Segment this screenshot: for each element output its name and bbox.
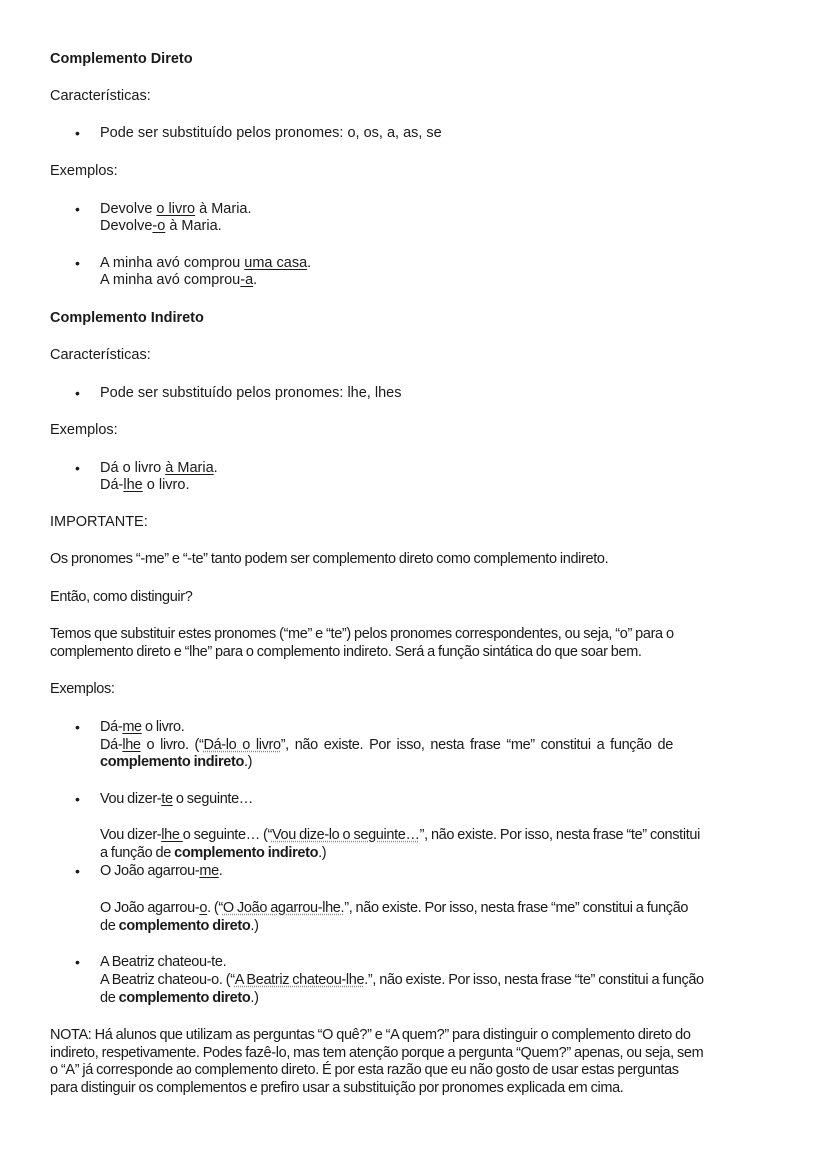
example-line: Dá-lhe o livro. (“Dá-lo o livro”, não existe. Por isso, nesta frase “me” constitui a função de — [100, 737, 673, 753]
example-line: Dá o livro à Maria. — [100, 460, 218, 476]
example-line: Vou dizer-te o seguinte… — [100, 791, 253, 807]
rule-direto: Pode ser substituído pelos pronomes: o, os, a, as, se — [100, 125, 442, 141]
example-line: a função de complemento indireto.) — [100, 845, 327, 861]
example-line: Devolve o livro à Maria. — [100, 201, 252, 217]
bullet: • — [75, 255, 80, 271]
bullet: • — [75, 791, 80, 807]
example-line: de complemento direto.) — [100, 918, 259, 934]
nota-line: indireto, respetivamente. Podes fazê-lo, mas tem atenção porque a pergunta “Quem?” apenas, ou seja, sem — [50, 1045, 704, 1061]
bullet: • — [75, 460, 80, 476]
nota-line: para distinguir os complementos e prefiro usar a substituição por pronomes explicada em cima. — [50, 1080, 624, 1096]
example-line: Dá-me o livro. — [100, 719, 185, 735]
heading-complemento-indireto: Complemento Indireto — [50, 310, 204, 326]
example-line: A minha avó comprou uma casa. — [100, 255, 312, 271]
bullet: • — [75, 385, 80, 401]
example-line: Devolve-o à Maria. — [100, 218, 222, 234]
heading-complemento-direto: Complemento Direto — [50, 51, 193, 67]
nota-line: o “A” já corresponde ao complemento direto. É por esta razão que eu não gosto de usar estas perguntas — [50, 1062, 679, 1078]
importante-label: IMPORTANTE: — [50, 514, 148, 530]
paragraph: Os pronomes “-me” e “-te” tanto podem ser complemento direto como complemento indireto. — [50, 551, 609, 567]
example-line: O João agarrou-o. (“O João agarrou-lhe.”, não existe. Por isso, nesta frase “me” constitui a função — [100, 900, 689, 916]
example-line: O João agarrou-me. — [100, 863, 223, 879]
example-line: A Beatriz chateou-o. (“A Beatriz chateou-lhe.”, não existe. Por isso, nesta frase “te” constitui a função — [100, 972, 704, 988]
bullet: • — [75, 201, 80, 217]
example-line: Dá-lhe o livro. — [100, 477, 190, 493]
bullet: • — [75, 719, 80, 735]
exemplos-label: Exemplos: — [50, 681, 115, 697]
example-line: Vou dizer-lhe o seguinte… (“Vou dize-lo o seguinte…”, não existe. Por isso, nesta frase “te” constitui — [100, 827, 700, 843]
paragraph-line: Temos que substituir estes pronomes (“me” e “te”) pelos pronomes correspondentes, ou seja, “o” para o — [50, 626, 674, 642]
exemplos-label: Exemplos: — [50, 422, 118, 438]
caracteristicas-label: Características: — [50, 88, 151, 104]
exemplos-label: Exemplos: — [50, 163, 118, 179]
paragraph: Então, como distinguir? — [50, 589, 193, 605]
bullet: • — [75, 863, 80, 879]
nota-line: NOTA: Há alunos que utilizam as perguntas “O quê?” e “A quem?” para distinguir o complemento direto do — [50, 1027, 691, 1043]
caracteristicas-label: Características: — [50, 347, 151, 363]
rule-indireto: Pode ser substituído pelos pronomes: lhe, lhes — [100, 385, 402, 401]
paragraph — [50, 626, 778, 643]
paragraph-line: complemento direto e “lhe” para o complemento indireto. Será a função sintática do que soar bem. — [50, 644, 642, 660]
example-line: A minha avó comprou-a. — [100, 272, 258, 288]
bullet: • — [75, 954, 80, 970]
bullet: • — [75, 125, 80, 141]
example-line: A Beatriz chateou-te. — [100, 954, 227, 970]
example-line: complemento indireto.) — [100, 754, 253, 770]
example-line: de complemento direto.) — [100, 990, 259, 1006]
